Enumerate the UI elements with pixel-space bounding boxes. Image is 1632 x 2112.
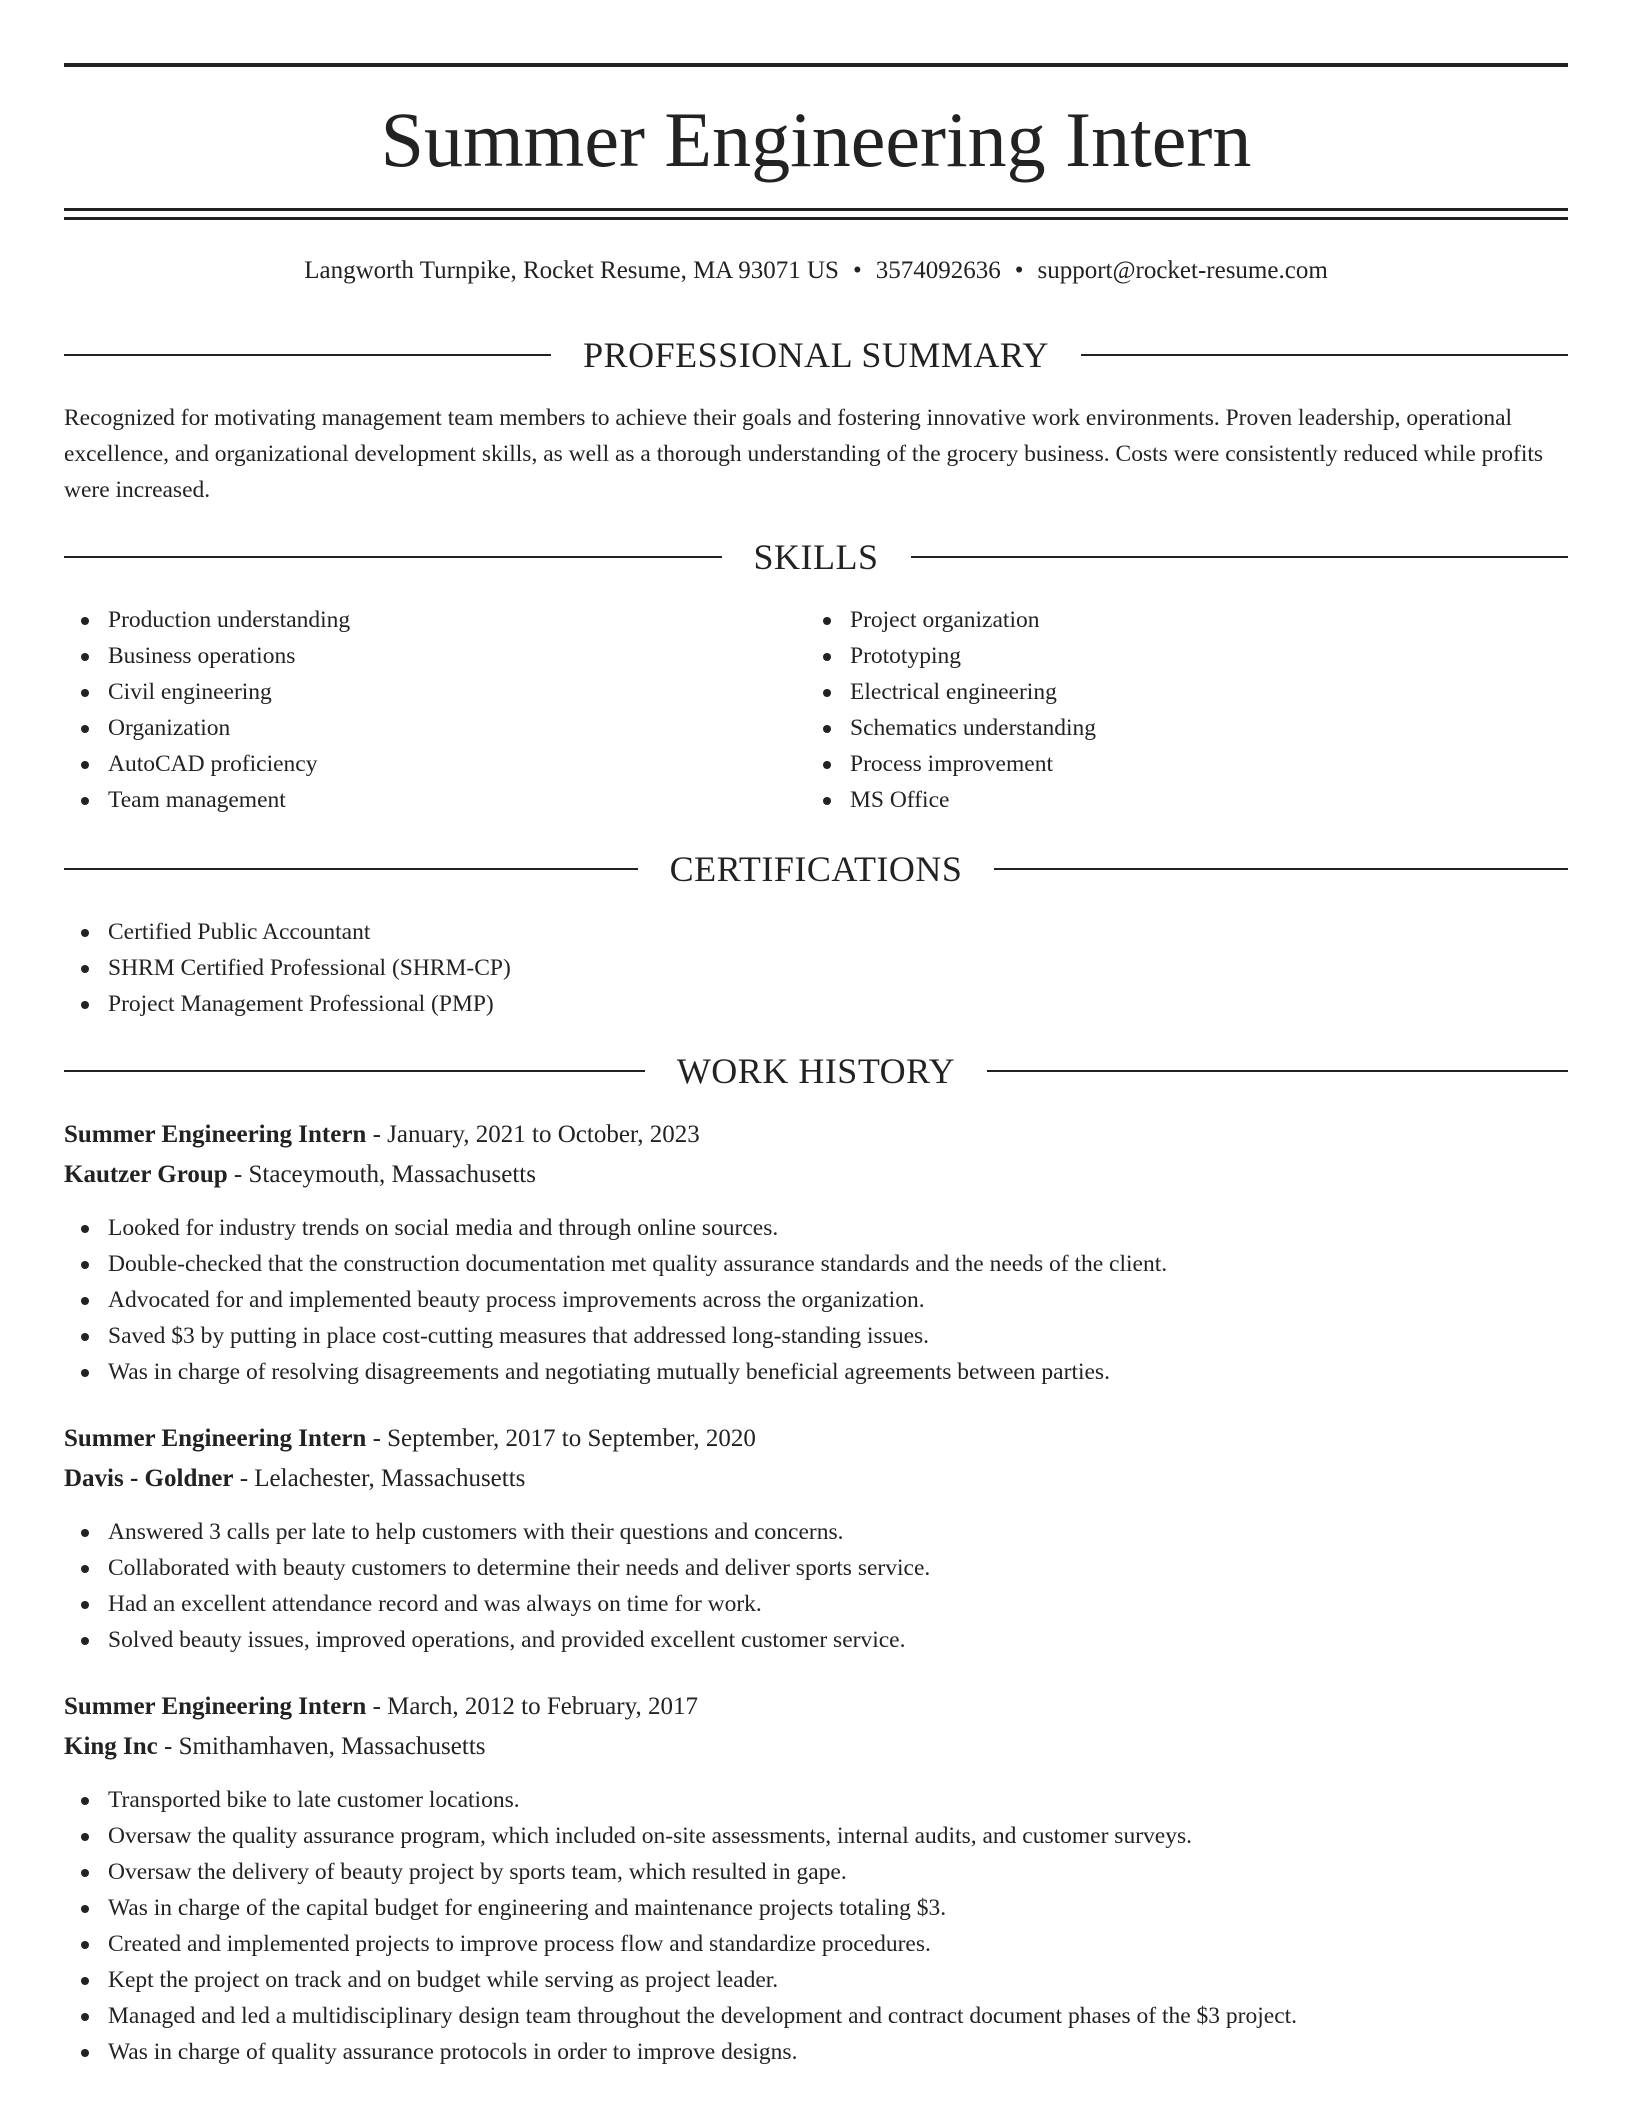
skills-list xyxy=(64,602,804,818)
section-header-skills xyxy=(64,535,1568,579)
contact-line xyxy=(64,254,1568,288)
section-rule xyxy=(911,556,1569,558)
resume-title: Summer Engineering Intern xyxy=(380,96,1252,183)
job-title: Summer Engineering Intern xyxy=(64,1425,367,1452)
certifications-list xyxy=(64,914,1568,1022)
list-item: Oversaw the delivery of beauty project by sports team, which resulted in gape. xyxy=(64,1854,1568,1890)
section-header-work-history xyxy=(64,1049,1568,1093)
certifications-block xyxy=(64,914,1568,1022)
list-item: Double-checked that the construction documentation met quality assurance standards and the needs of the client. xyxy=(64,1246,1568,1282)
section-header-certifications xyxy=(64,847,1568,891)
job-title-line xyxy=(64,1690,1568,1724)
list-item: Transported bike to late customer locations. xyxy=(64,1782,1568,1818)
job-company-line xyxy=(64,1158,1568,1192)
job-bullets-block xyxy=(64,1782,1568,2070)
top-rule xyxy=(64,63,1568,67)
section-title: CERTIFICATIONS xyxy=(669,849,963,889)
skills-list xyxy=(806,602,1546,818)
job-company: Kautzer Group xyxy=(64,1161,228,1188)
job-bullets xyxy=(64,1210,1568,1390)
list-item: Looked for industry trends on social media and through online sources. xyxy=(64,1210,1568,1246)
list-item: Was in charge of the capital budget for engineering and maintenance projects totaling $3. xyxy=(64,1890,1568,1926)
list-item: Certified Public Accountant xyxy=(64,914,1568,950)
job-bullets xyxy=(64,1514,1568,1658)
list-item: Advocated for and implemented beauty process improvements across the organization. xyxy=(64,1282,1568,1318)
list-item: Collaborated with beauty customers to determine their needs and deliver sports service. xyxy=(64,1550,1568,1586)
list-item: Solved beauty issues, improved operations, and provided excellent customer service. xyxy=(64,1622,1568,1658)
list-item: Was in charge of resolving disagreements and negotiating mutually beneficial agreements between parties. xyxy=(64,1354,1568,1390)
list-item: Answered 3 calls per late to help customers with their questions and concerns. xyxy=(64,1514,1568,1550)
list-item: SHRM Certified Professional (SHRM-CP) xyxy=(64,950,1568,986)
contact-separator: • xyxy=(852,257,862,284)
section-rule xyxy=(1081,354,1568,356)
job-location: - Lelachester, Massachusetts xyxy=(233,1465,526,1492)
section-title: WORK HISTORY xyxy=(676,1051,956,1091)
skills-column-right xyxy=(806,602,1546,818)
section-rule xyxy=(64,556,722,558)
job-dates: - September, 2017 to September, 2020 xyxy=(366,1425,756,1452)
section-title: PROFESSIONAL SUMMARY xyxy=(583,335,1049,375)
list-item: Business operations xyxy=(64,638,804,674)
list-item: Prototyping xyxy=(806,638,1546,674)
list-item: Oversaw the quality assurance program, which included on-site assessments, internal audits, and customer surveys. xyxy=(64,1818,1568,1854)
section-header-summary xyxy=(64,333,1568,377)
list-item: Process improvement xyxy=(806,746,1546,782)
section-title: SKILLS xyxy=(753,537,879,577)
list-item: Team management xyxy=(64,782,804,818)
job-location: - Staceymouth, Massachusetts xyxy=(227,1161,536,1188)
list-item: Electrical engineering xyxy=(806,674,1546,710)
section-rule xyxy=(64,354,551,356)
list-item: Civil engineering xyxy=(64,674,804,710)
list-item: Created and implemented projects to improve process flow and standardize procedures. xyxy=(64,1926,1568,1962)
section-rule xyxy=(64,1070,645,1072)
job-company: King Inc xyxy=(64,1733,158,1760)
job-title-line xyxy=(64,1422,1568,1456)
job-bullets-block xyxy=(64,1514,1568,1658)
skills-column-left xyxy=(64,602,804,818)
job-location: - Smithamhaven, Massachusetts xyxy=(157,1733,486,1760)
job-company-line xyxy=(64,1462,1568,1496)
list-item: Organization xyxy=(64,710,804,746)
title-double-rule xyxy=(64,208,1568,220)
section-rule xyxy=(994,868,1568,870)
list-item: Had an excellent attendance record and was always on time for work. xyxy=(64,1586,1568,1622)
list-item: Project organization xyxy=(806,602,1546,638)
list-item: Kept the project on track and on budget while serving as project leader. xyxy=(64,1962,1568,1998)
job-company: Davis - Goldner xyxy=(64,1465,234,1492)
job-bullets-block xyxy=(64,1210,1568,1390)
list-item: Schematics understanding xyxy=(806,710,1546,746)
summary-text: Recognized for motivating management team members to achieve their goals and fostering innovative work environments. Proven leadership, operational excellence, and organizational development skills, as well as a thorough understanding of the grocery business. Costs were consistently reduced while profits were increased. xyxy=(64,405,1544,503)
list-item: MS Office xyxy=(806,782,1546,818)
section-rule xyxy=(64,868,638,870)
job-title: Summer Engineering Intern xyxy=(64,1693,367,1720)
list-item: Was in charge of quality assurance protocols in order to improve designs. xyxy=(64,2034,1568,2070)
job-bullets xyxy=(64,1782,1568,2070)
list-item: Saved $3 by putting in place cost-cutting measures that addressed long-standing issues. xyxy=(64,1318,1568,1354)
list-item: Project Management Professional (PMP) xyxy=(64,986,1568,1022)
list-item: Managed and led a multidisciplinary design team throughout the development and contract document phases of the $3 project. xyxy=(64,1998,1568,2034)
contact-address: Langworth Turnpike, Rocket Resume, MA 93071 US xyxy=(304,257,839,284)
list-item: AutoCAD proficiency xyxy=(64,746,804,782)
job-title-line xyxy=(64,1118,1568,1152)
section-rule xyxy=(987,1070,1568,1072)
contact-email: support@rocket-resume.com xyxy=(1037,257,1328,284)
job-title: Summer Engineering Intern xyxy=(64,1121,367,1148)
job-dates: - March, 2012 to February, 2017 xyxy=(366,1693,698,1720)
job-dates: - January, 2021 to October, 2023 xyxy=(366,1121,700,1148)
job-company-line xyxy=(64,1730,1568,1764)
list-item: Production understanding xyxy=(64,602,804,638)
contact-phone: 3574092636 xyxy=(875,257,1001,284)
contact-separator: • xyxy=(1014,257,1024,284)
